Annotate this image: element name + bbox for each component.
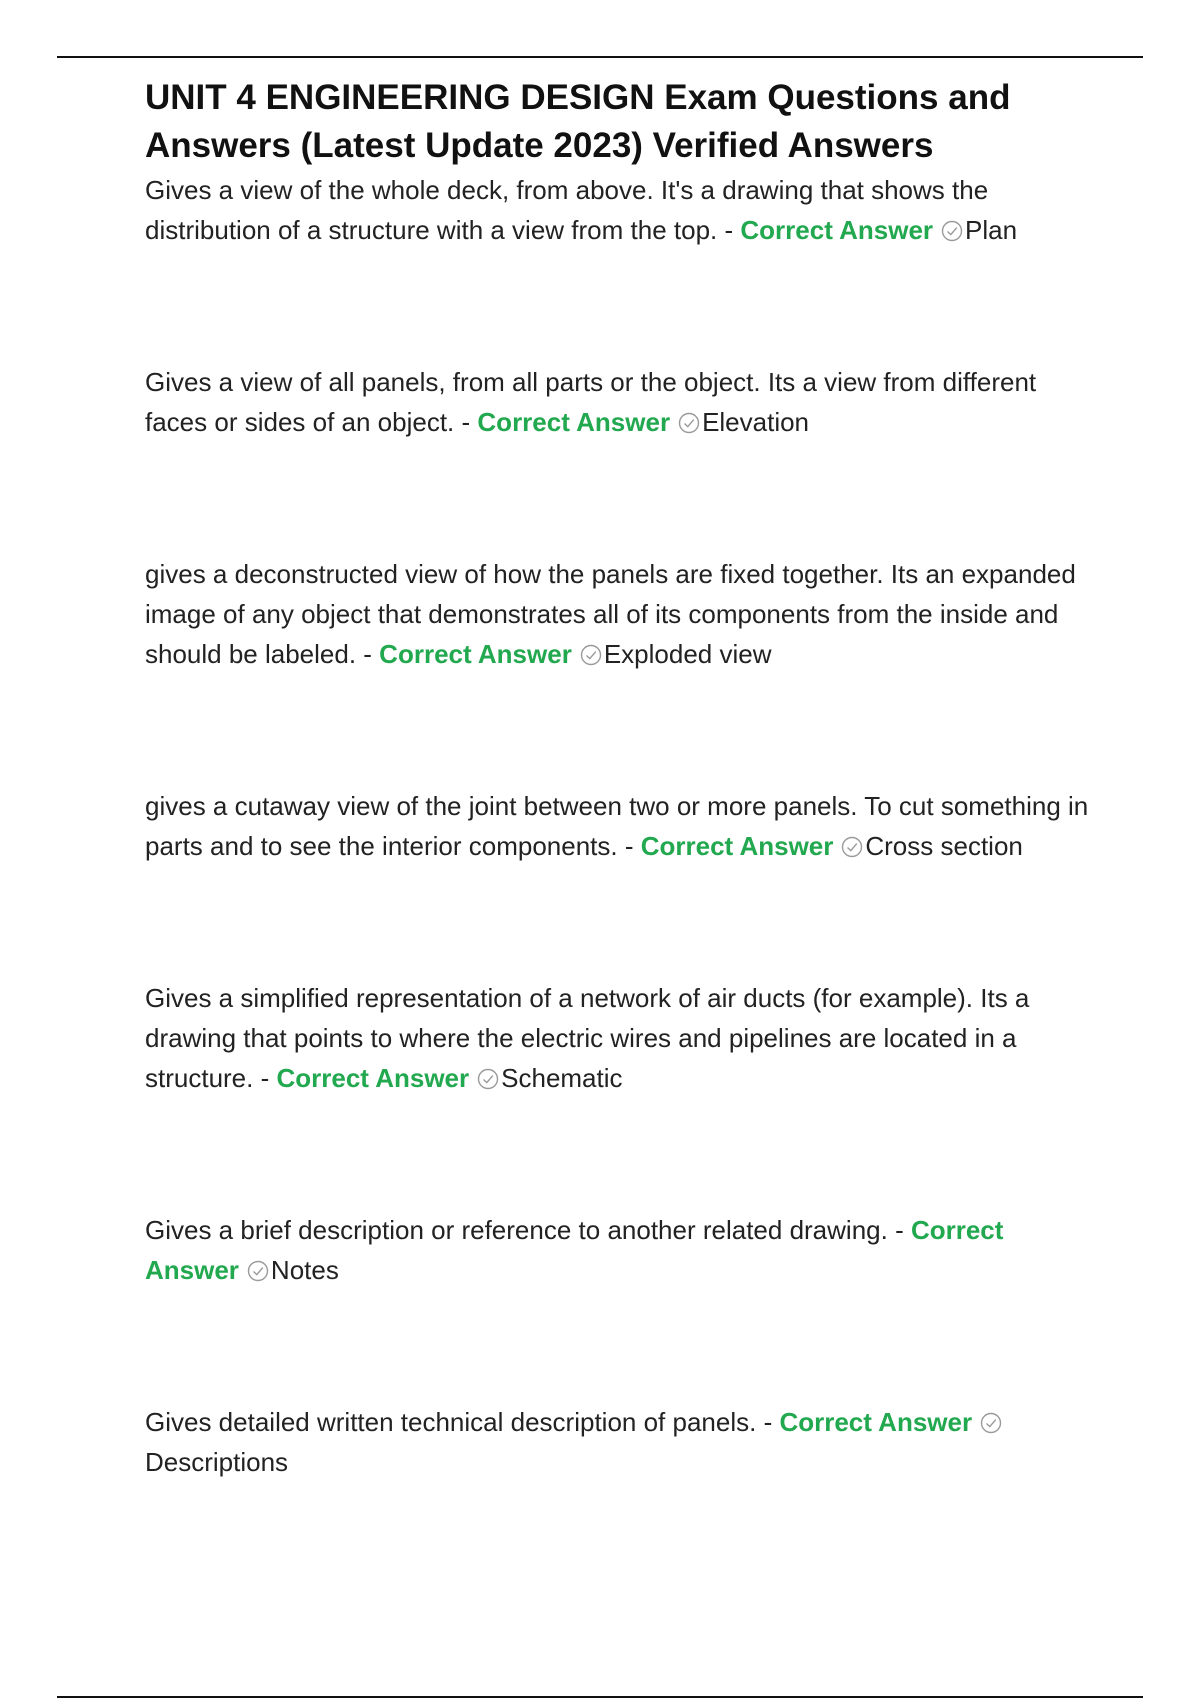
check-circle-icon: [941, 220, 963, 242]
answer-separator: -: [617, 831, 641, 861]
check-circle-icon: [580, 644, 602, 666]
answer-separator: -: [454, 407, 478, 437]
correct-answer-label: Correct Answer: [276, 1063, 470, 1093]
correct-answer-label: Correct Answer: [477, 407, 671, 437]
document-title: UNIT 4 ENGINEERING DESIGN Exam Questions and Answers (Latest Update 2023) Verified Answers: [145, 78, 1011, 165]
correct-answer-label: Correct Answer: [379, 639, 572, 669]
check-circle-icon: [980, 1412, 1002, 1434]
check-circle-icon: [247, 1260, 269, 1282]
question-text: gives a deconstructed view of how the panels are fixed together. Its an expanded image of any object that demonstrates all of its components from the inside and should be labeled.: [145, 559, 1076, 669]
answer-separator: -: [356, 639, 380, 669]
answer-text: Cross section: [865, 831, 1023, 861]
correct-answer-label: Correct Answer: [740, 215, 934, 245]
answer-separator: -: [253, 1063, 277, 1093]
check-circle-icon: [678, 412, 700, 434]
answer-separator: -: [717, 215, 741, 245]
answer-text: Schematic: [501, 1063, 623, 1093]
answer-text: Notes: [270, 1255, 339, 1285]
question-text: Gives detailed written technical description of panels.: [145, 1407, 757, 1437]
top-rule: [57, 56, 1143, 58]
qa-item: [145, 170, 1090, 250]
question-text: Gives a simplified representation of a network of air ducts (for example). Its a drawing that points to where the electric wires and pipelines are located in a structure.: [145, 983, 1030, 1093]
document-body: [145, 74, 1090, 1594]
qa-item: [145, 978, 1090, 1098]
check-circle-icon: [841, 836, 863, 858]
answer-separator: -: [887, 1215, 911, 1245]
qa-item: [145, 1402, 1090, 1482]
answer-text: Plan: [965, 215, 1018, 245]
qa-item: [145, 1210, 1090, 1290]
answer-text: Elevation: [702, 407, 810, 437]
qa-item: [145, 786, 1090, 866]
correct-answer-label: Correct Answer: [640, 831, 834, 861]
answer-text: Exploded view: [603, 639, 772, 669]
qa-item: [145, 554, 1090, 674]
qa-item: [145, 362, 1090, 442]
correct-answer-label: Correct Answer: [779, 1407, 973, 1437]
answer-separator: -: [756, 1407, 780, 1437]
question-text: Gives a view of all panels, from all parts or the object. Its a view from different faces or sides of an object.: [145, 367, 1037, 437]
correct-answer-label: Correct Answer: [145, 1215, 1004, 1285]
question-text: Gives a view of the whole deck, from above. It's a drawing that shows the distribution of a structure with a view from the top.: [145, 175, 989, 245]
answer-text: Descriptions: [145, 1447, 289, 1477]
question-text: Gives a brief description or reference to another related drawing.: [145, 1215, 888, 1245]
question-text: gives a cutaway view of the joint between two or more panels. To cut something in parts and to see the interior components.: [145, 791, 1089, 861]
bottom-rule: [57, 1696, 1143, 1698]
qa-list: [145, 170, 1090, 1482]
check-circle-icon: [477, 1068, 499, 1090]
